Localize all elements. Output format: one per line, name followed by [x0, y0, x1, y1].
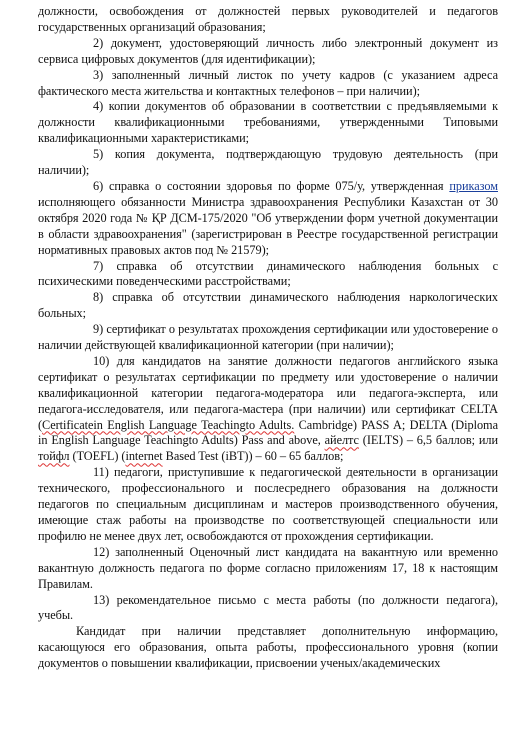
list-item-3-personnel-sheet: 3) заполненный личный листок по учету кадров (с указанием адреса фактического места жительства и контактных телефонов – при наличии);: [38, 67, 498, 98]
list-item-12-evaluation-sheet: 12) заполненный Оценочный лист кандидата на вакантную или временно вакантную должность педагога по форме согласно приложениям 17, 18 к настоящим Правилам.: [38, 544, 498, 591]
item-10-part-e: Based Test (iBT)) – 60 – 65 баллов;: [162, 449, 344, 464]
item-10-part-c: (IELTS) – 6,5 баллов; или: [358, 433, 498, 448]
list-item-10-english-teachers: [38, 354, 498, 465]
list-item-7-psychiatric-certificate: 7) справка об отсутствии динамического наблюдения больных с психическими поведенческими расстройствами;: [38, 258, 498, 289]
list-item-4-education-documents: 4) копии документов об образовании в соответствии с предъявляемыми к должности квалификационными требованиями, утвержденными Типовыми квалификационными характеристиками;: [38, 99, 498, 146]
item-10-part-a: 10) для кандидатов на занятие должности педагогов английского языка сертификат о результатах сертификации по предмету или удостоверение о наличии квалификационной категории педагога-модератора или педагога-эксперта, или педагога-исследователя, или педагога-мастера (при наличии) или сертификат CELTA (: [38, 353, 498, 432]
item-6-text-after: исполняющего обязанности Министра здравоохранения Республики Казахстан от 30 октября 2020 года № ҚР ДСМ-175/2020 "Об утверждении форм учетной документации в области здравоохранения" (зарегистрирован в Реестре государственной регистрации нормативных правовых актов под № 21579);: [38, 194, 498, 257]
list-item-9-certification-result: 9) сертификат о результатах прохождения сертификации или удостоверение о наличии действующей квалификационной категории (при наличии);: [38, 322, 498, 353]
list-item-2-identity-document: 2) документ, удостоверяющий личность либо электронный документ из сервиса цифровых документов (для идентификации);: [38, 35, 498, 66]
item-10-part-b: Cambridge) PASS A; DELTA (Diploma in English Language Teachingto Adults) Pass and above,: [38, 417, 498, 448]
celta-title: Certificatein English Language Teachingto Adults.: [42, 417, 295, 432]
document-page: [38, 4, 498, 672]
toefl-word: тойфл: [38, 449, 70, 464]
paragraph-continuation: должности, освобождения от должностей первых руководителей и педагогов государственных организаций образования;: [38, 4, 498, 34]
list-item-5-employment-document: 5) копия документа, подтверждающую трудовую деятельность (при наличии);: [38, 147, 498, 178]
order-link[interactable]: приказом: [449, 178, 498, 193]
item-6-text-before: 6) справка о состоянии здоровья по форме 075/у, утвержденная: [93, 178, 450, 193]
ielts-word: айелтс: [324, 433, 359, 448]
list-item-13-recommendation-letter: 13) рекомендательное письмо с места работы (по должности педагога), учебы.: [38, 592, 498, 623]
internet-word: internet: [125, 449, 163, 464]
list-item-6-health-certificate: [38, 179, 498, 259]
list-item-11-technical-teachers: 11) педагоги, приступившие к педагогической деятельности в организации технического, профессионального и послесреднего образования на должности педагогов по специальным дисциплинам и мастеров производственного обучения, имеющие стаж работы на производстве по соответствующей специальности или профилю не менее двух лет, освобождаются от прохождения сертификации.: [38, 465, 498, 543]
item-10-part-d: (TOEFL) (: [69, 449, 126, 464]
paragraph-additional-information: Кандидат при наличии представляет дополнительную информацию, касающуюся его образования, опыта работы, профессионального уровня (копии документов о повышении квалификации, присвоении ученых/академических: [38, 624, 498, 671]
list-item-8-narcological-certificate: 8) справка об отсутствии динамического наблюдения наркологических больных;: [38, 290, 498, 321]
